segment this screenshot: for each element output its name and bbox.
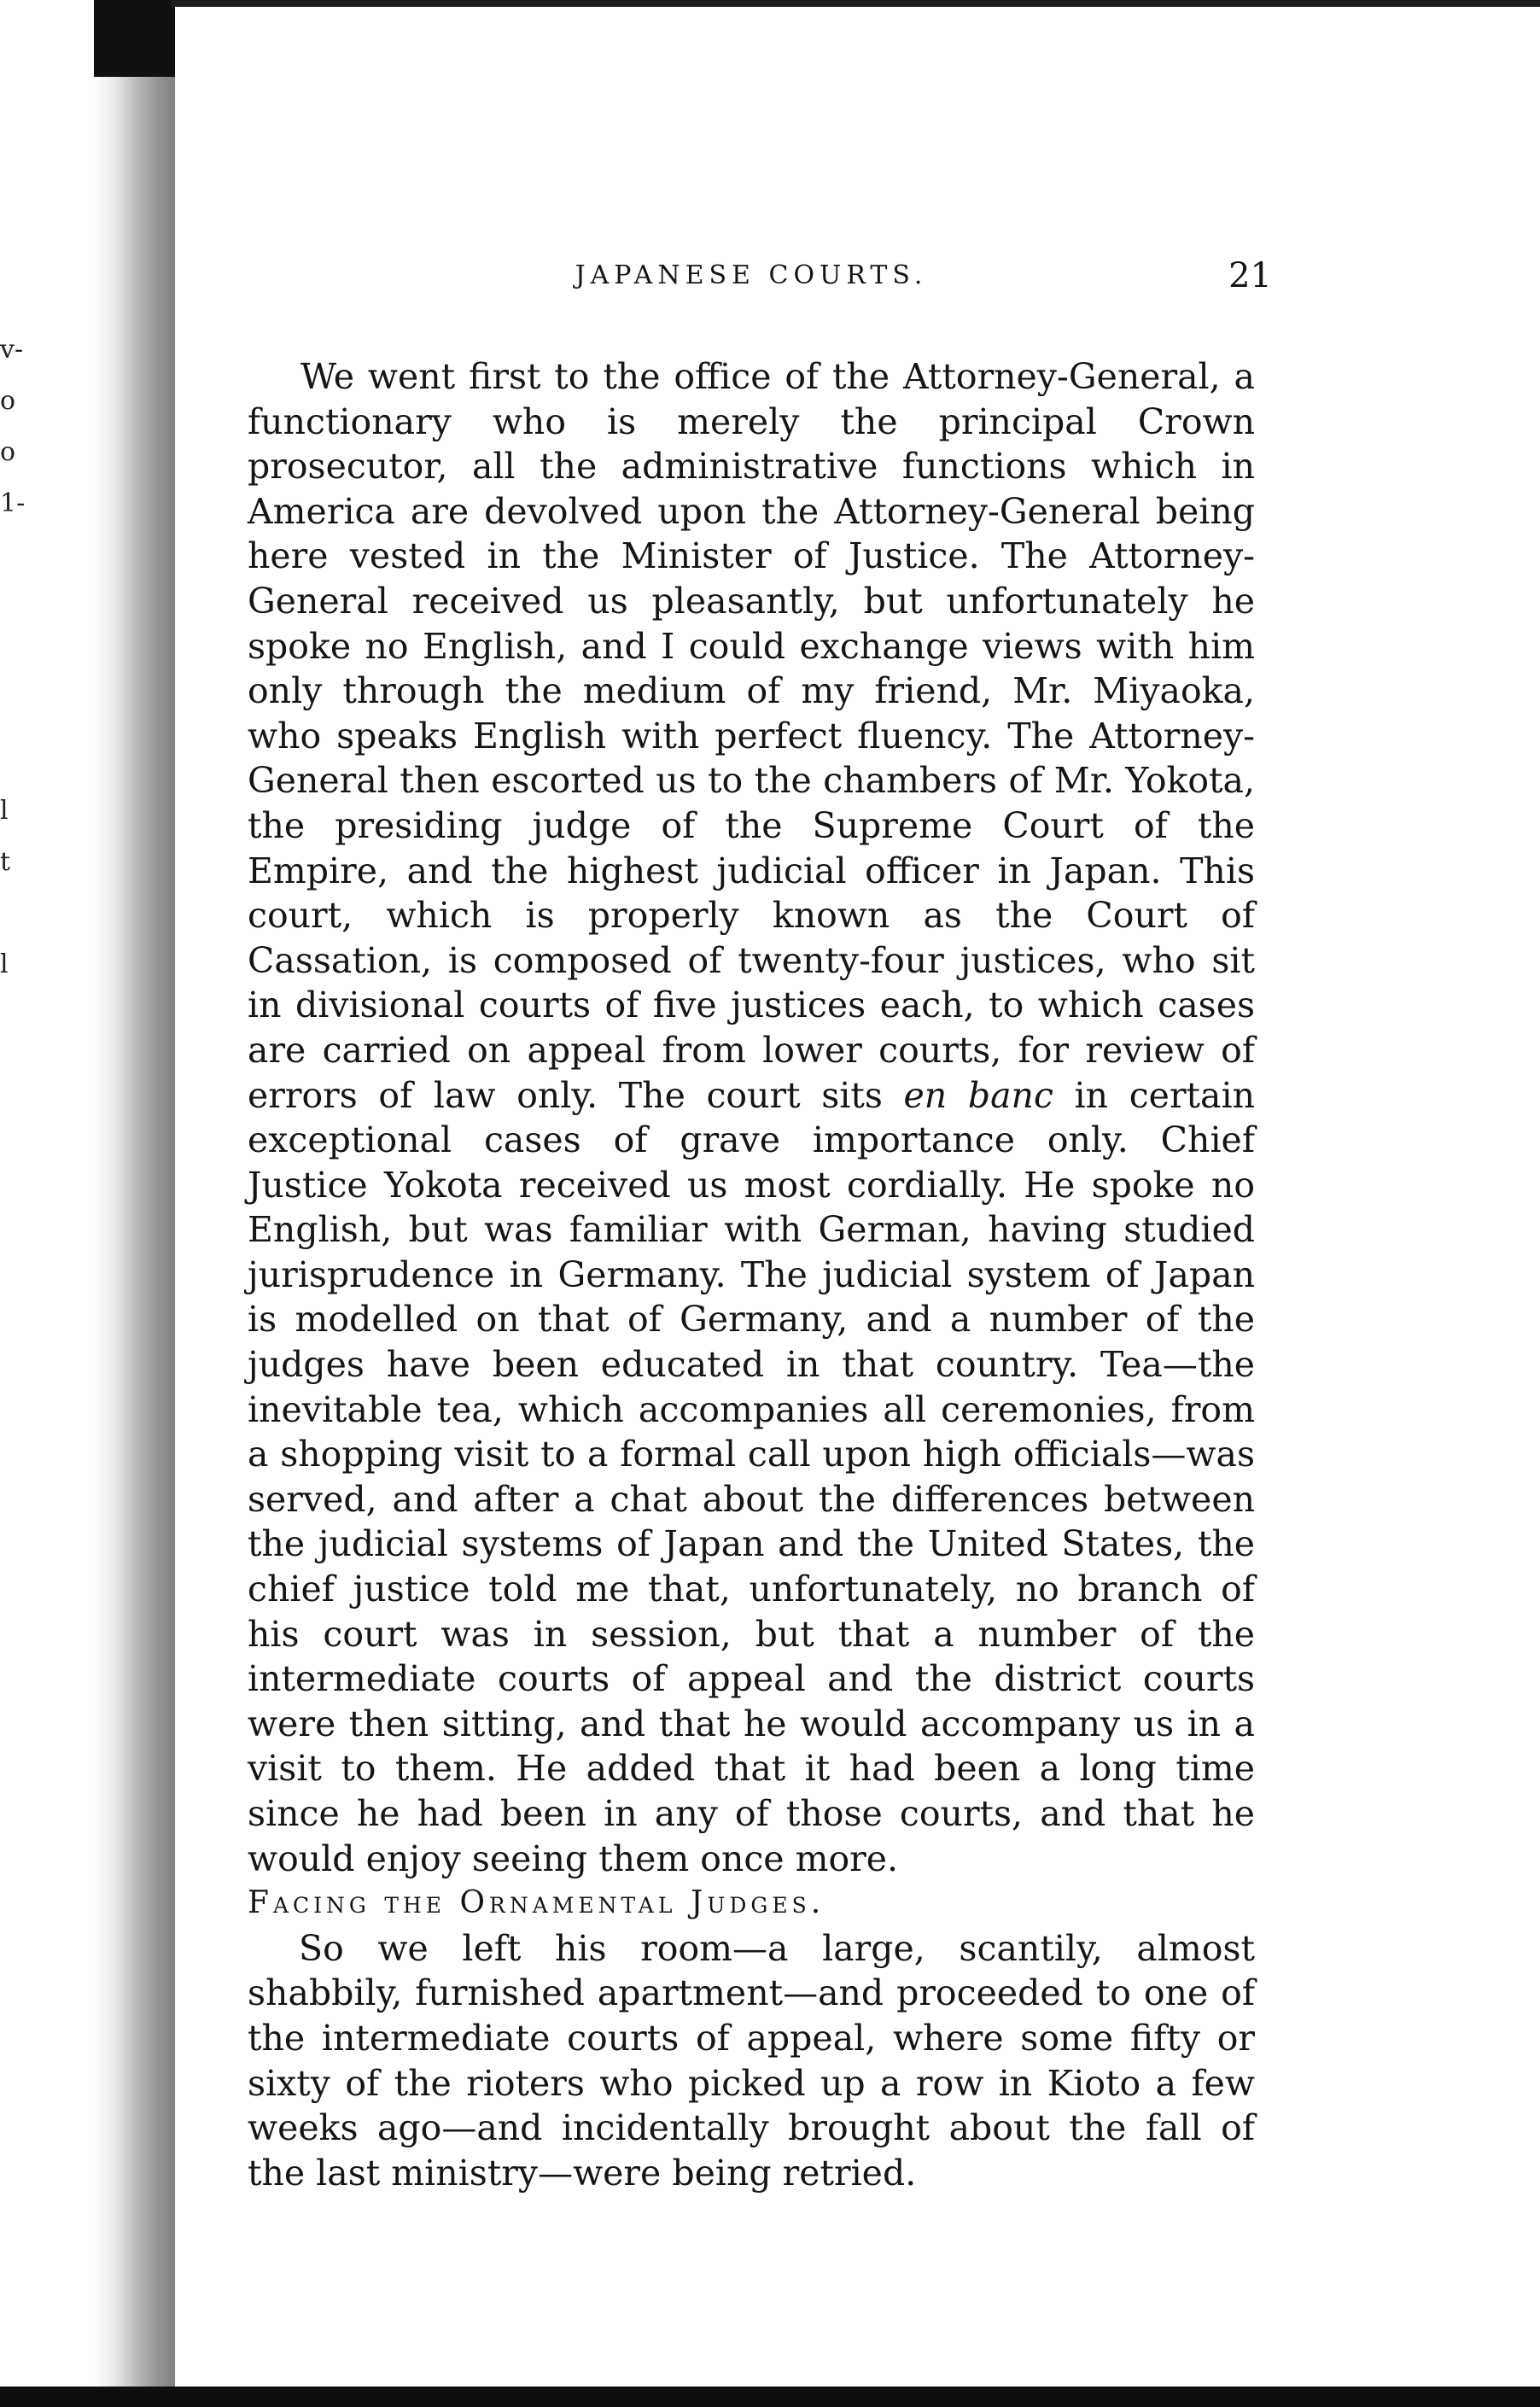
- paragraph: [248, 354, 1255, 1881]
- top-edge: [171, 0, 1540, 7]
- page-number: 21: [1228, 256, 1272, 295]
- page-gutter-shadow: [94, 0, 175, 2407]
- margin-spacer: [0, 529, 34, 786]
- margin-mark: 1-: [0, 488, 26, 518]
- running-head: JAPANESE COURTS.: [575, 260, 928, 290]
- margin-mark: v-: [0, 335, 24, 365]
- margin-mark: o: [0, 386, 16, 416]
- margin-mark: o: [0, 437, 16, 467]
- latin-phrase: en banc: [903, 1074, 1053, 1116]
- left-margin-fragments: [0, 324, 34, 990]
- paragraph: So we left his room—a large, scantily, almost shabbily, furnished apartment—and proceeded to one of the intermediate courts of appeal, where some fifty or sixty of the rioters who picked up a row in Kioto a few weeks ago—and incidentally brought about the fall of the last ministry—were being retried.: [248, 1927, 1255, 2194]
- paragraph-text: We went first to the office of the Attorney-General, a functionary who is merely the principal Crown prosecutor, all the administrative functions which in America are devolved upon the Attorney-General being here vested in the Minister of Justice. The Attorney-General received us pleasantly, but unfortunately he spoke no English, and I could exchange views with him only through the medium of my friend, Mr. Miyaoka, who speaks English with perfect fluency. The Attorney-General then escorted us to the chambers of Mr. Yokota, the presiding judge of the Supreme Court of the Empire, and the highest judicial officer in Japan. This court, which is properly known as the Court of Cassation, is composed of twenty-four justices, who sit in divisional courts of five justices each, to which cases are carried on appeal from lower courts, for review of errors of law only. The court sits: [248, 356, 1255, 1116]
- margin-mark: t: [0, 847, 11, 877]
- margin-mark: l: [0, 949, 9, 979]
- margin-mark: l: [0, 796, 9, 826]
- paragraph-text: in certain exceptional cases of grave importance only. Chief Justice Yokota received us most cordially. He spoke no English, but was familiar with German, having studied jurisprudence in Germany. The judicial system of Japan is modelled on that of Germany, and a number of the judges have been educated in that country. Tea—the inevitable tea, which accompanies all ceremonies, from a shopping visit to a formal call upon high officials—was served, and after a chat about the differences between the judicial systems of Japan and the United States, the chief justice told me that, unfortunately, no branch of his court was in session, but that a number of the intermediate courts of appeal and the district courts were then sitting, and that he would accompany us in a visit to them. He added that it had been a long time since he had been in any of those courts, and that he would enjoy seeing them once more.: [248, 1074, 1255, 1879]
- section-heading: Facing the Ornamental Judges.: [248, 1885, 825, 1921]
- page-gutter-top: [94, 0, 175, 77]
- bottom-edge: [0, 2387, 1540, 2407]
- margin-spacer: [0, 888, 34, 939]
- body-text: [248, 354, 1255, 2195]
